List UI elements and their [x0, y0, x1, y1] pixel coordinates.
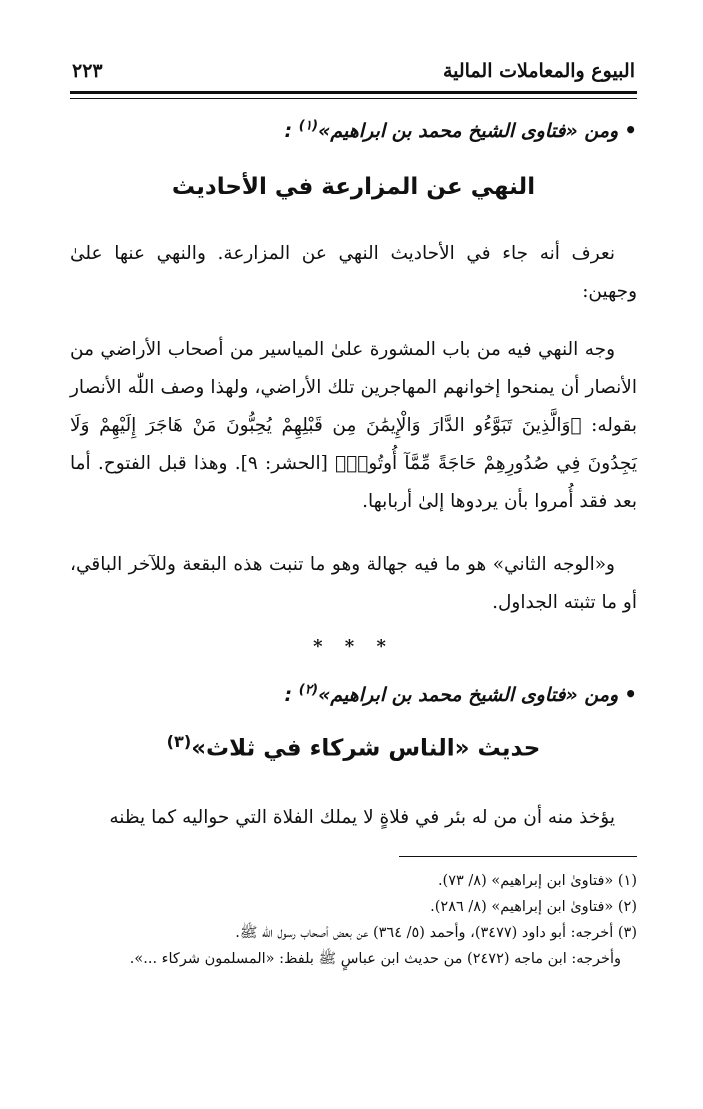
- footnote-1: (١) «فتاوىٰ ابن إبراهيم» (٨/ ٧٣).: [437, 873, 637, 889]
- bullet-icon: •: [624, 682, 637, 706]
- footnote-rule: [399, 856, 637, 857]
- page-number: ٢٢٣: [72, 60, 103, 82]
- running-header: [72, 56, 635, 92]
- section-heading-1: النهي عن المزارعة في الأحاديث: [171, 174, 536, 200]
- footnotes: [70, 868, 637, 972]
- section-separator: * * *: [313, 636, 394, 657]
- footnote-3-continued: وأخرجه: ابن ماجه (٢٤٧٢) من حديث ابن عباسٍ ﷺ بلفظ: «المسلمون شركاء ...».: [129, 951, 621, 967]
- heading-text: حديث «الناس شركاء في ثلاث»: [191, 735, 541, 762]
- source-colon: :: [284, 120, 293, 142]
- footnote-ref: (١): [298, 118, 319, 134]
- footnote-ref: (٣): [166, 732, 192, 751]
- paragraph-2: وجه النهي فيه من باب المشورة علىٰ المياسير من أصحاب الأراضي من الأنصار أن يمنحوا إخوانهم المهاجرين تلك الأراضي، ولهذا وصف اللّٰه الأنصار بقوله: ﴿وَالَّذِينَ تَبَوَّءُو الدَّارَ وَالْإِيمَٰنَ مِن قَبْلِهِمْ يُحِبُّونَ مَنْ هَاجَرَ إِلَيْهِمْ وَلَا يَجِدُونَ فِي صُدُورِهِمْ حَاجَةً مِّمَّآ أُوتُوا۟﴾ [الحشر: ٩]. وهذا قبل الفتوح. أما بعد فقد أُمروا بأن يردوها إلىٰ أربابها.: [70, 339, 637, 512]
- header-rule-thick: [70, 91, 637, 94]
- running-title: البيوع والمعاملات المالية: [442, 60, 635, 82]
- source-line-2: [70, 682, 637, 706]
- source-label: ومن «فتاوى الشيخ محمد بن ابراهيم»: [318, 684, 619, 706]
- footnote-ref: (٢): [298, 682, 319, 698]
- source-line-1: [70, 118, 637, 142]
- footnote-2: (٢) «فتاوىٰ ابن إبراهيم» (٨/ ٢٨٦).: [430, 899, 637, 915]
- source-label: ومن «فتاوى الشيخ محمد بن ابراهيم»: [318, 120, 619, 142]
- header-rule-thin: [70, 98, 637, 99]
- section-heading-2: [70, 732, 637, 762]
- source-colon: :: [284, 684, 293, 706]
- paragraph-4: يؤخذ منه أن من له بئر في فلاةٍ لا يملك الفلاة التي حواليه كما يظنه: [109, 807, 615, 828]
- bullet-icon: •: [624, 118, 637, 142]
- footnote-3: (٣) أخرجه: أبو داود (٣٤٧٧)، وأحمد (٥/ ٣٦٤) عن بعض أصحاب رسول اللّٰه ﷺ.: [235, 925, 637, 941]
- paragraph-3: و«الوجه الثاني» هو ما فيه جهالة وهو ما تنبت هذه البقعة وللآخر الباقي، أو ما تثبته الجداول.: [70, 554, 637, 613]
- paragraph-1: نعرف أنه جاء في الأحاديث النهي عن المزارعة. والنهي عنها علىٰ وجهين:: [70, 243, 637, 302]
